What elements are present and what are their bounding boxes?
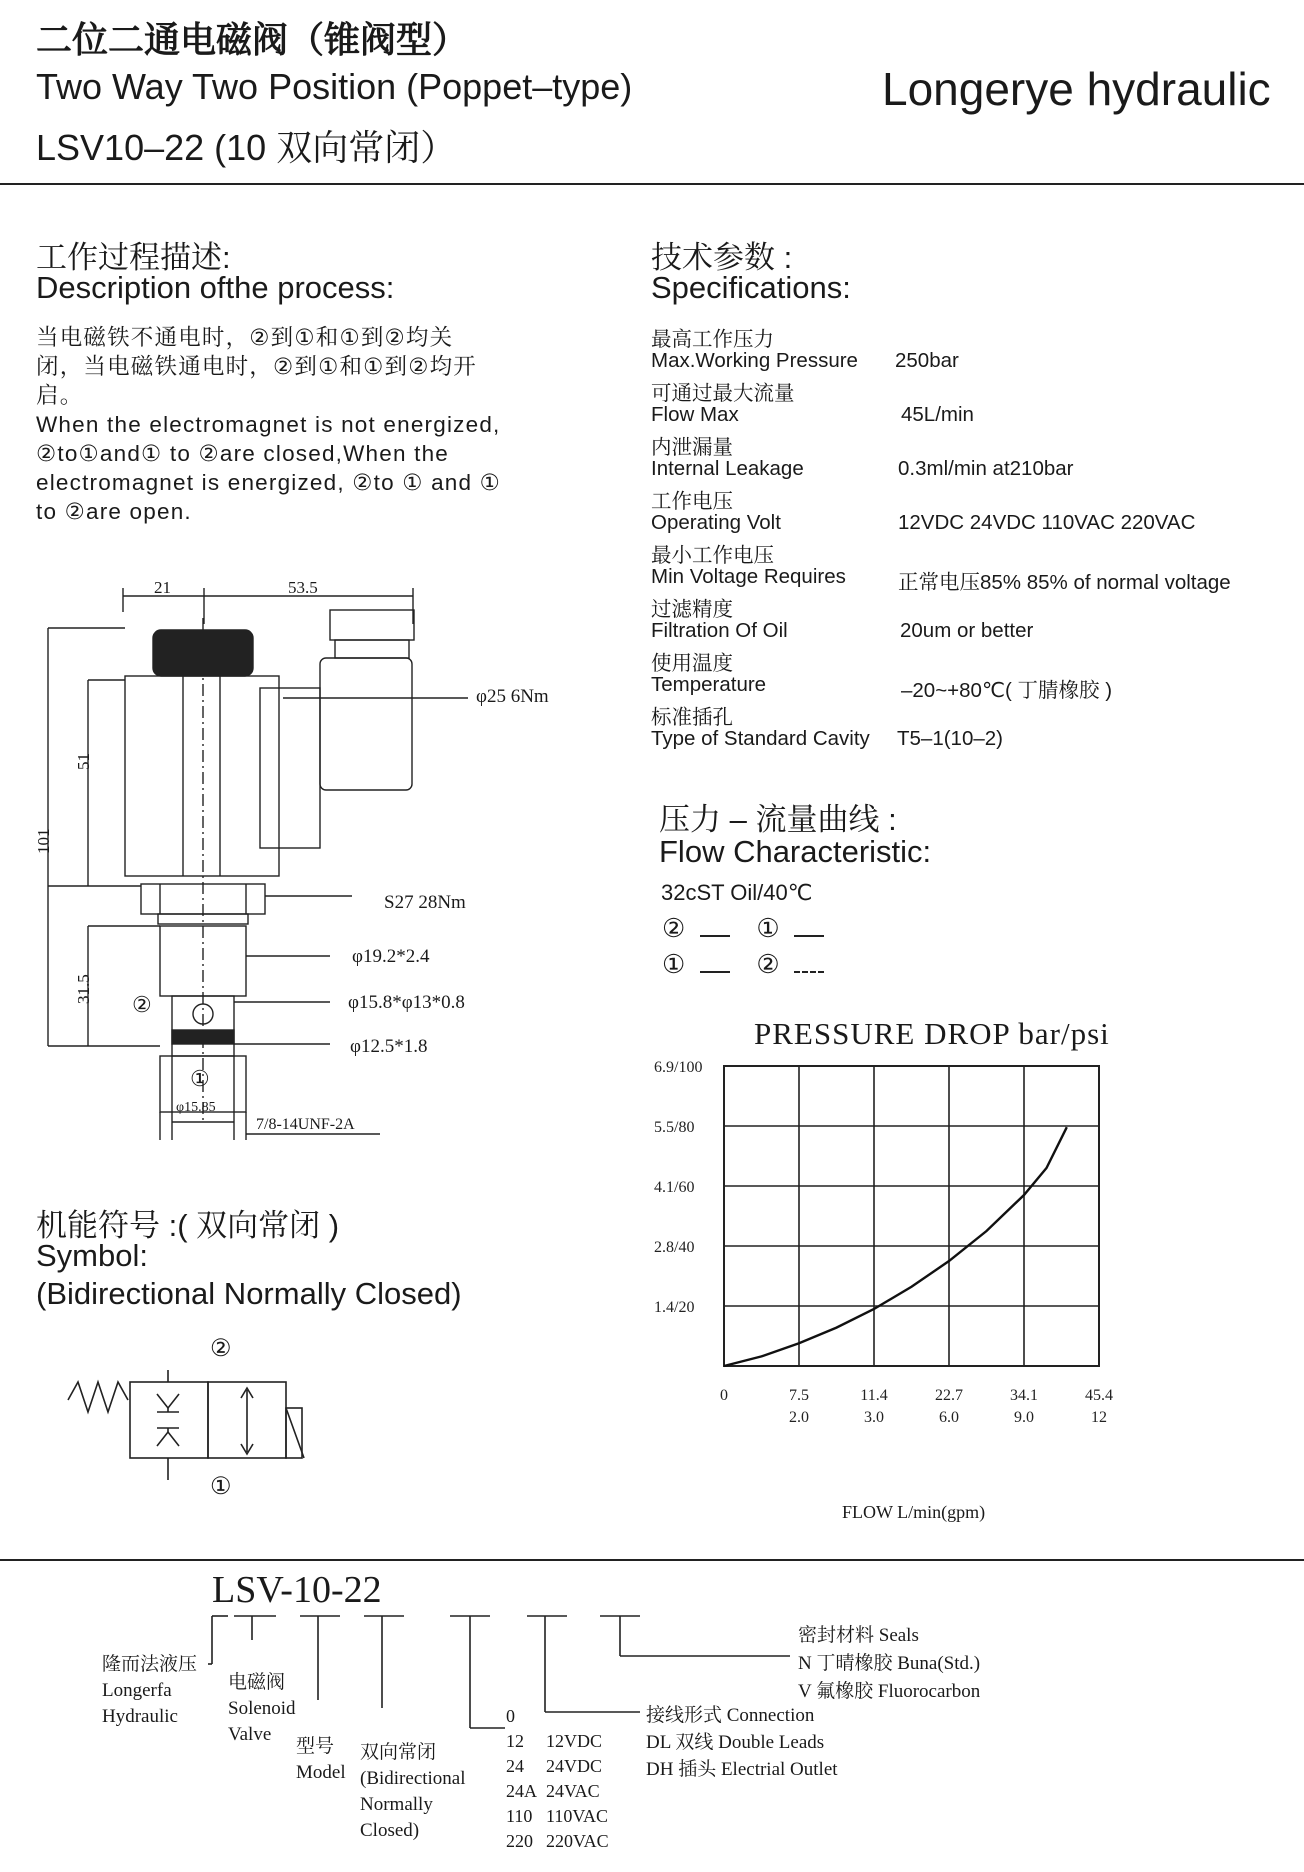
ordering-brand-en: Hydraulic — [102, 1706, 178, 1727]
spec-cn-label: 标准插孔 — [651, 706, 733, 729]
valve-drawing — [0, 560, 600, 1160]
ordering-bnc-cn: 双向常闭 — [360, 1742, 437, 1763]
voltage-code: 24A — [506, 1781, 537, 1801]
symbol-heading-cn: 机能符号 :( 双向常闭 ) — [36, 1208, 340, 1243]
spec-cn-label: 最高工作压力 — [651, 328, 774, 351]
valve-symbol — [60, 1370, 360, 1480]
specs-table — [651, 322, 1291, 758]
dim-101: 101 — [34, 828, 53, 854]
ordering-connection — [646, 1702, 838, 1783]
spec-value: 0.3ml/min at210bar — [898, 457, 1074, 480]
connection-dh: DH 插头 Electrial Outlet — [646, 1759, 838, 1780]
dim-51: 51 — [74, 753, 93, 770]
brand-name: Longerye hydraulic — [882, 63, 1271, 115]
voltage-label: 24VDC — [546, 1756, 603, 1776]
flow-heading-cn: 压力 – 流量曲线 : — [659, 802, 897, 837]
oring-label-2: φ15.8*φ13*0.8 — [348, 992, 465, 1013]
chart-frame — [724, 1066, 1099, 1366]
ordering-voltage-codes — [506, 1704, 609, 1854]
legend-solid-line — [700, 971, 730, 973]
legend-dashed-line — [794, 971, 824, 973]
spec-cn-label: 过滤精度 — [651, 598, 733, 621]
oil-condition: 32cST Oil/40℃ — [661, 880, 813, 905]
description-heading-en: Description ofthe process: — [36, 270, 395, 305]
ordering-solenoid-en: Valve — [228, 1724, 272, 1745]
chart-x-tick-label: 0 — [720, 1387, 728, 1404]
ordering-bnc — [360, 1740, 466, 1844]
description-en-line: electromagnet is energized, ②to ① and ① — [36, 470, 502, 495]
header-divider — [0, 183, 1304, 185]
description-cn-line: 闭，当电磁铁通电时，②到①和①到②均开 — [36, 354, 477, 379]
spec-en-label: Filtration Of Oil — [651, 619, 788, 642]
spec-value: T5–1(10–2) — [897, 727, 1003, 750]
dim-31-5: 31.5 — [74, 974, 93, 1004]
symbol-heading-en2: (Bidirectional Normally Closed) — [36, 1276, 462, 1311]
title-cn: 二位二通电磁阀（锥阀型） — [36, 19, 469, 60]
ordering-solenoid-en: Solenoid — [228, 1698, 296, 1719]
description-cn-line: 启。 — [36, 383, 84, 408]
pressure-flow-chart — [640, 1060, 1240, 1500]
voltage-code: 220 — [506, 1831, 533, 1851]
chart-x-tick-label: 11.4 — [860, 1387, 888, 1404]
specs-heading-en: Specifications: — [651, 270, 851, 305]
spec-value: –20~+80℃( 丁腈橡胶 ) — [901, 679, 1113, 702]
spec-en-label: Flow Max — [651, 403, 739, 426]
legend-port: ② — [662, 914, 686, 943]
chart-x-tick-label-gpm: 6.0 — [939, 1409, 959, 1426]
chart-x-tick-label-gpm: 9.0 — [1014, 1409, 1034, 1426]
voltage-label: 12VDC — [546, 1731, 603, 1751]
ordering-model-cn: 型号 — [296, 1736, 335, 1757]
seals-n: N 丁晴橡胶 Buna(Std.) — [798, 1653, 981, 1674]
description-en-line: to ②are open. — [36, 499, 192, 524]
spec-en-label: Type of Standard Cavity — [651, 727, 870, 750]
title-en: Two Way Two Position (Poppet–type) — [36, 66, 633, 107]
ordering-solenoid — [228, 1670, 296, 1748]
spec-en-label: Min Voltage Requires — [651, 565, 846, 588]
ordering-code: LSV-10-22 — [212, 1569, 382, 1611]
connection-title: 接线形式 Connection — [646, 1705, 815, 1726]
description-heading-cn: 工作过程描述: — [36, 240, 231, 275]
spec-cn-label: 使用温度 — [651, 652, 733, 675]
description-cn-line: 当电磁铁不通电时，②到①和①到②均关 — [36, 325, 454, 350]
chart-y-tick-label: 1.4/20 — [654, 1299, 695, 1316]
spec-cn-label: 工作电压 — [651, 490, 733, 513]
chart-x-tick-label: 45.4 — [1085, 1387, 1113, 1404]
chart-y-tick-label: 4.1/60 — [654, 1179, 695, 1196]
ordering-bnc-en: Closed) — [360, 1820, 420, 1841]
ordering-brand-en: Longerfa — [102, 1680, 172, 1701]
spec-cn-label: 内泄漏量 — [651, 436, 733, 459]
spec-value: 20um or better — [900, 619, 1034, 642]
legend-solid-line — [700, 935, 730, 937]
bottom-diameter-label: φ15.85 — [176, 1100, 216, 1115]
legend-row-1 — [662, 914, 824, 944]
model-line: LSV10–22 (10 双向常闭） — [36, 127, 457, 168]
voltage-code: 24 — [506, 1756, 524, 1776]
spec-en-label: Temperature — [651, 673, 767, 696]
symbol-port-1: ① — [210, 1474, 232, 1500]
voltage-code: 12 — [506, 1731, 524, 1751]
voltage-label: 24VAC — [546, 1781, 600, 1801]
voltage-label: 220VAC — [546, 1831, 609, 1851]
description-en-line: ②to①and① to ②are closed,When the — [36, 441, 450, 466]
ordering-seals — [798, 1622, 980, 1706]
voltage-code-row — [506, 1779, 609, 1804]
spec-en-label: Internal Leakage — [651, 457, 804, 480]
port-2-label: ② — [132, 992, 152, 1017]
chart-x-tick-label: 34.1 — [1010, 1387, 1038, 1404]
legend-port: ① — [756, 914, 780, 943]
thread-label: 7/8-14UNF-2A — [256, 1116, 355, 1133]
voltage-code: 110 — [506, 1806, 533, 1826]
dim-21: 21 — [154, 578, 171, 597]
voltage-code: 0 — [506, 1706, 515, 1726]
spec-value: 250bar — [895, 349, 959, 372]
seals-title: 密封材料 Seals — [798, 1625, 919, 1646]
ordering-model — [296, 1734, 346, 1786]
voltage-code-row — [506, 1754, 609, 1779]
specs-heading-cn: 技术参数 : — [651, 240, 793, 275]
flow-heading-en: Flow Characteristic: — [659, 834, 932, 869]
hex-torque-label: S27 28Nm — [384, 892, 466, 913]
voltage-code-row — [506, 1804, 609, 1829]
chart-x-tick-label: 22.7 — [935, 1387, 963, 1404]
ordering-bnc-en: Normally — [360, 1794, 433, 1815]
ordering-brand — [102, 1652, 197, 1730]
chart-y-tick-label: 2.8/40 — [654, 1239, 695, 1256]
spec-value: 45L/min — [901, 403, 974, 426]
dim-53-5: 53.5 — [288, 578, 318, 597]
chart-x-axis-label: FLOW L/min(gpm) — [842, 1502, 986, 1522]
connection-dl: DL 双线 Double Leads — [646, 1732, 825, 1753]
seals-v: V 氟橡胶 Fluorocarbon — [798, 1681, 981, 1702]
chart-x-tick-label: 7.5 — [789, 1387, 809, 1404]
symbol-port-2: ② — [210, 1336, 232, 1362]
spec-cn-label: 可通过最大流量 — [651, 382, 795, 405]
chart-x-tick-label-gpm: 2.0 — [789, 1409, 809, 1426]
legend-port: ② — [756, 950, 780, 979]
voltage-label: 110VAC — [546, 1806, 609, 1826]
chart-y-tick-label: 6.9/100 — [654, 1059, 703, 1076]
spec-en-label: Max.Working Pressure — [651, 349, 858, 372]
chart-y-tick-label: 5.5/80 — [654, 1119, 695, 1136]
voltage-code-row — [506, 1729, 609, 1754]
ordering-bnc-en: (Bidirectional — [360, 1768, 466, 1789]
ordering-solenoid-cn: 电磁阀 — [228, 1672, 286, 1693]
spec-en-label: Operating Volt — [651, 511, 781, 534]
legend-port: ① — [662, 950, 686, 979]
ordering-brand-cn: 隆而法液压 — [102, 1654, 198, 1675]
coil-torque-label: φ25 6Nm — [476, 686, 549, 707]
description-text — [36, 323, 501, 526]
spec-cn-label: 最小工作电压 — [651, 544, 774, 567]
oring-label-3: φ12.5*1.8 — [350, 1036, 428, 1057]
ordering-model-en: Model — [296, 1762, 346, 1783]
port-1-label: ① — [190, 1066, 210, 1091]
oring-label-1: φ19.2*2.4 — [352, 946, 430, 967]
chart-title: PRESSURE DROP bar/psi — [754, 1016, 1110, 1051]
symbol-heading-en: Symbol: — [36, 1238, 148, 1273]
chart-x-tick-label-gpm: 3.0 — [864, 1409, 884, 1426]
voltage-code-row — [506, 1704, 609, 1729]
chart-x-tick-label-gpm: 12 — [1091, 1409, 1107, 1426]
voltage-code-row — [506, 1829, 609, 1854]
legend-solid-line — [794, 935, 824, 937]
legend-row-2 — [662, 950, 824, 980]
spec-value: 正常电压85% 85% of normal voltage — [898, 571, 1231, 594]
description-en-line: When the electromagnet is not energized, — [36, 412, 501, 437]
spec-value: 12VDC 24VDC 110VAC 220VAC — [898, 511, 1196, 534]
